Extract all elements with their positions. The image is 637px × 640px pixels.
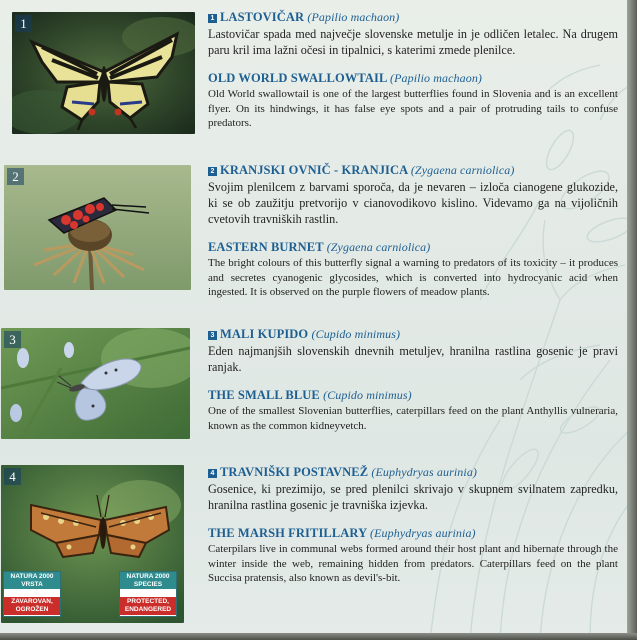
heading-en-2 (208, 240, 618, 255)
text-si-2: Svojim plenilcem z barvami sporoča, da je nevaren – izloča cianogene glukozide, ki se ob zaužitju pretvorijo v cianovodikovo kislino. Videvamo ga na vijoličnih cvetovih travniških rastlin. (208, 180, 618, 226)
species-block-1 (208, 10, 618, 131)
text-en-3: One of the smallest Slovenian butterflies, caterpillars feed on the plant Anthyllis vulneraria, known as the common kidneyvetch. (208, 405, 618, 432)
heading-si-3 (208, 327, 618, 342)
heading-si-1 (208, 10, 618, 25)
natura-badge-en-bottom: PROTECTED, ENDANGERED (120, 597, 176, 615)
photo-marsh-fritillary (1, 465, 184, 623)
photo-number-2: 2 (7, 168, 24, 185)
heading-si-3-text: MALI KUPIDO (220, 327, 309, 341)
text-si-4: Gosenice, ki prezimijo, se pred plenilci skrivajo v skupnem svilnatem zapredku, hranilna rastlina gosenic je travniška izjevka. (208, 482, 618, 512)
latin-name-3: (Cupido minimus) (311, 327, 401, 341)
latin-name-4: (Euphydryas aurinia) (371, 465, 478, 479)
species-block-3 (208, 327, 618, 433)
latin-name-en-1: (Papilio machaon) (390, 71, 483, 85)
species-block-4 (208, 465, 618, 586)
heading-si-4-text: TRAVNIŠKI POSTAVNEŽ (220, 465, 369, 479)
panel-frame-right (627, 0, 637, 640)
photo-number-3: 3 (4, 331, 21, 348)
photo-swallowtail (12, 12, 195, 134)
photo-number-4: 4 (4, 468, 21, 485)
natura-badge-si (3, 571, 61, 617)
species-block-2 (208, 163, 618, 300)
natura-badge-si-bottom: ZAVAROVAN, OGROŽEN (4, 597, 60, 615)
panel-frame-bottom (0, 633, 637, 640)
text-en-2: The bright colours of this butterfly signal a warning to predators of its toxicity – it produces and secretes cyanogenic glycosides, which is converted into hydrocyanic acid when ingested. It is observed on the purple flowers of meadow plants. (208, 257, 618, 298)
heading-en-3-text: THE SMALL BLUE (208, 388, 320, 402)
natura-badge-en-top: NATURA 2000 SPECIES (120, 572, 176, 589)
heading-si-2-text: KRANJSKI OVNIČ - KRANJICA (220, 163, 408, 177)
heading-en-2-text: EASTERN BURNET (208, 240, 324, 254)
heading-si-2 (208, 163, 618, 178)
heading-si-1-text: LASTOVIČAR (220, 10, 305, 24)
number-box-3: 3 (208, 331, 217, 340)
heading-en-1-text: OLD WORLD SWALLOWTAIL (208, 71, 387, 85)
text-en-1: Old World swallowtail is one of the largest butterflies found in Slovenia and is an excellent flyer. On its hindwings, it has false eye spots and a pair of protruding tails to confuse predators. (208, 88, 618, 129)
heading-en-4 (208, 526, 618, 541)
latin-name-en-2: (Zygaena carniolica) (326, 240, 431, 254)
text-si-3: Eden najmanjših slovenskih dnevnih metuljev, hranilna rastlina gosenic je pravi ranjak. (208, 344, 618, 374)
photo-number-1: 1 (15, 15, 32, 32)
latin-name-2: (Zygaena carniolica) (410, 163, 515, 177)
latin-name-en-3: (Cupido minimus) (323, 388, 412, 402)
swallowtail-butterfly-icon (12, 12, 195, 134)
photo-small-blue (1, 328, 190, 439)
number-box-1: 1 (208, 14, 217, 23)
natura-badge-en (119, 571, 177, 617)
heading-en-4-text: THE MARSH FRITILLARY (208, 526, 367, 540)
number-box-4: 4 (208, 469, 217, 478)
natura-badge-si-top: NATURA 2000 VRSTA (4, 572, 60, 589)
heading-si-4 (208, 465, 618, 480)
text-si-1: Lastovičar spada med največje slovenske metulje in je odličen letalec. Na drugem paru kril ima lažni očesi in tipalnici, s katerimi zmede plenilce. (208, 27, 618, 57)
latin-name-en-4: (Euphydryas aurinia) (370, 526, 476, 540)
latin-name-1: (Papilio machaon) (307, 10, 400, 24)
number-box-2: 2 (208, 167, 217, 176)
heading-en-3 (208, 388, 618, 403)
heading-en-1 (208, 71, 618, 86)
small-blue-butterfly-icon (1, 328, 190, 439)
text-en-4: Caterpilars live in communal webs formed around their host plant and hibernate through the winter inside the web, remaining hidden from predators. Caterpillars feed on the plant Succisa pratensis, also known as devil's-bit. (208, 543, 618, 584)
photo-eastern-burnet (4, 165, 191, 290)
burnet-moth-on-flower-icon (4, 165, 191, 290)
